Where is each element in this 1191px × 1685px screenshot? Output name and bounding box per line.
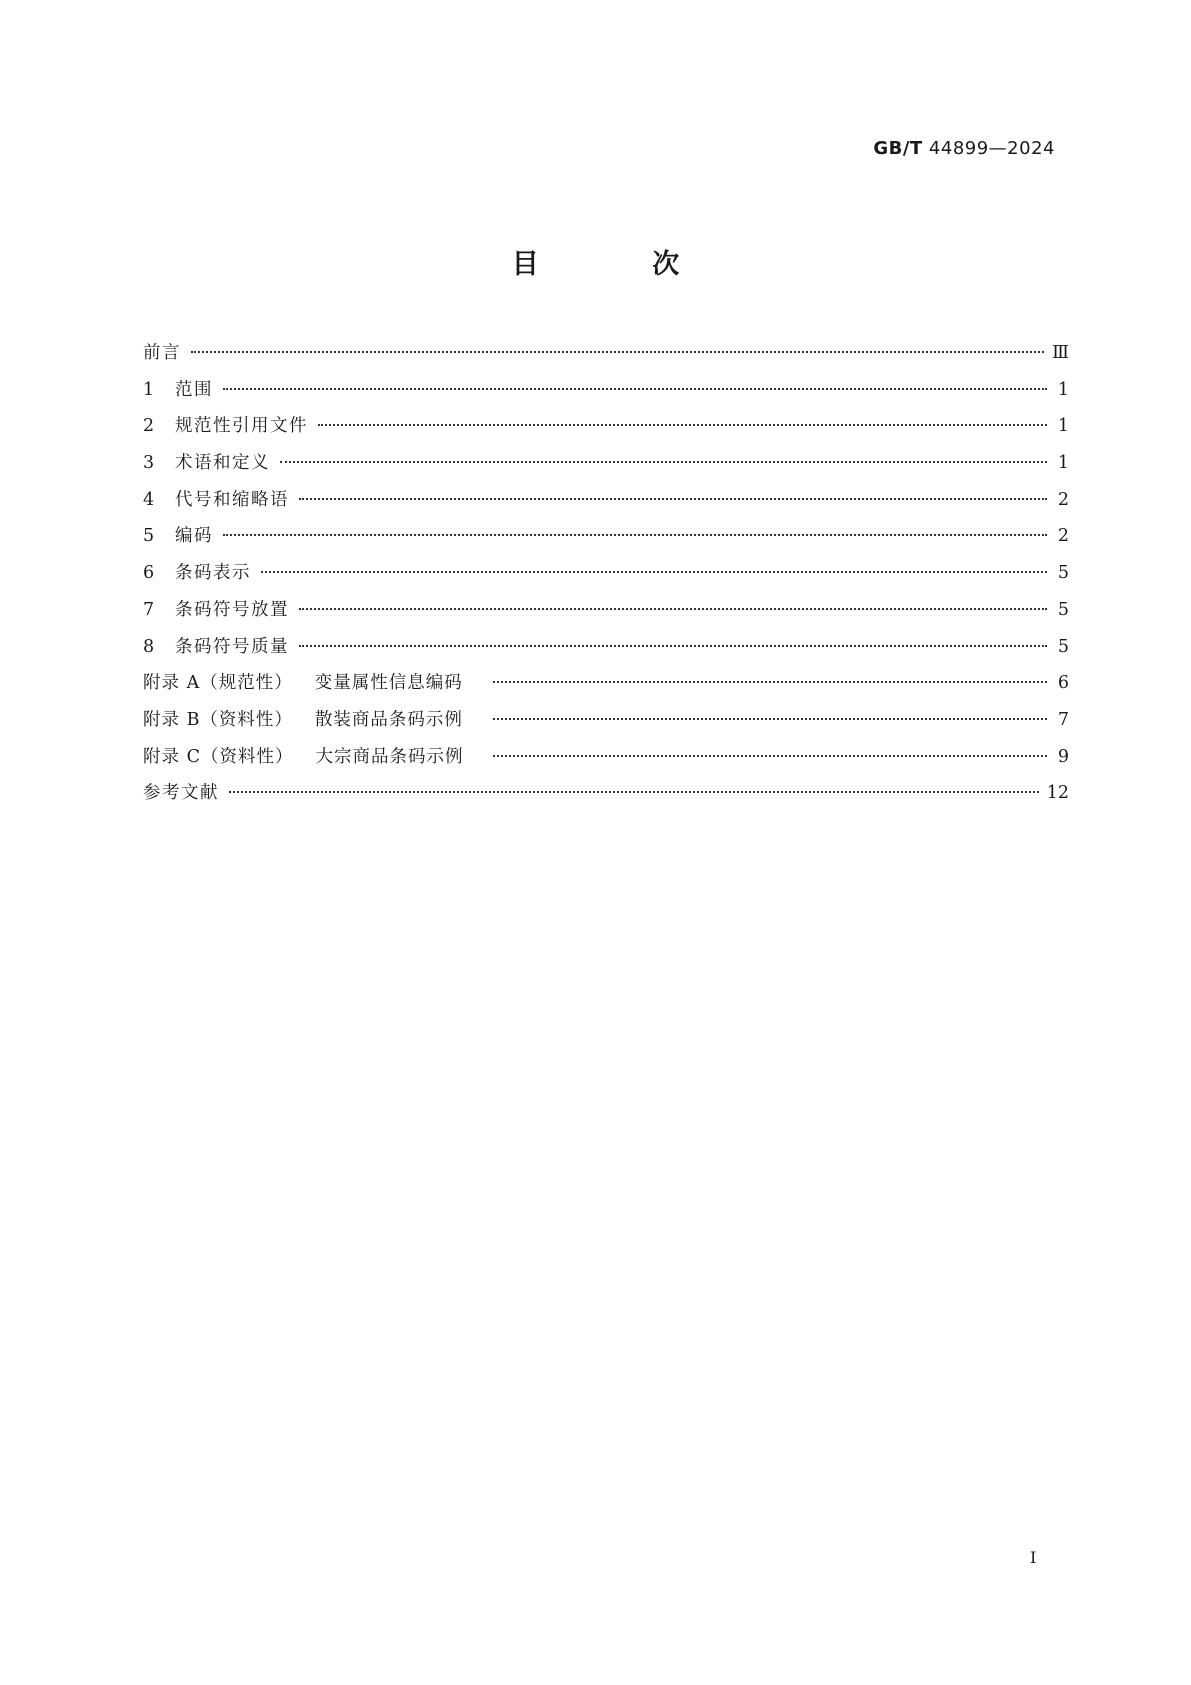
toc-entry-label: 前言: [143, 343, 181, 363]
standard-prefix: GB/T: [873, 138, 923, 159]
toc-entry-foreword[interactable]: [143, 339, 1069, 376]
toc-entry-page: 7: [1057, 709, 1069, 730]
toc-entry-number: 8: [143, 636, 155, 657]
toc-entry-symbol-quality[interactable]: [143, 633, 1069, 670]
toc-entry-page: 5: [1057, 599, 1069, 620]
toc-entry-label: [143, 743, 483, 768]
table-of-contents: [143, 339, 1069, 816]
toc-title: 目 次: [511, 249, 732, 280]
toc-entry-coding[interactable]: [143, 522, 1069, 559]
dot-leader: [299, 498, 1047, 500]
dot-leader: [191, 351, 1044, 353]
toc-entry-page: 9: [1057, 746, 1069, 767]
toc-entry-label: 参考文献: [143, 783, 219, 804]
standard-number: 44899—2024: [928, 138, 1055, 159]
toc-entry-label: 规范性引用文件: [175, 416, 308, 437]
toc-entry-bibliography[interactable]: [143, 779, 1069, 816]
dot-leader: [223, 534, 1047, 536]
toc-entry-number: 5: [143, 526, 155, 547]
dot-leader: [493, 681, 1047, 683]
dot-leader: [299, 608, 1047, 610]
toc-entry-label: 条码符号放置: [175, 599, 289, 620]
appendix-title: 大宗商品条码示例: [315, 746, 464, 767]
toc-entry-appendix-b[interactable]: [143, 706, 1069, 743]
appendix-designation: 附录 B（资料性）: [143, 709, 293, 730]
toc-entry-number: 3: [143, 453, 155, 474]
toc-entry-label: 条码符号质量: [175, 636, 289, 657]
toc-entry-normative-references[interactable]: [143, 412, 1069, 449]
toc-entry-label: 范围: [175, 379, 213, 400]
page-number: Ⅰ: [1030, 1548, 1037, 1567]
toc-entry-label: 术语和定义: [175, 453, 270, 474]
appendix-title: 变量属性信息编码: [314, 673, 463, 694]
toc-entry-number: 7: [143, 599, 155, 620]
toc-entry-number: 4: [143, 489, 155, 510]
toc-entry-page: Ⅲ: [1052, 343, 1069, 363]
toc-entry-label: [143, 706, 483, 731]
toc-entry-page: 2: [1057, 526, 1069, 547]
toc-entry-page: 1: [1057, 379, 1069, 400]
toc-entry-page: 1: [1057, 416, 1069, 437]
toc-entry-abbreviations[interactable]: [143, 486, 1069, 523]
dot-leader: [261, 571, 1047, 573]
toc-entry-barcode-representation[interactable]: [143, 559, 1069, 596]
appendix-designation: 附录 C（资料性）: [143, 746, 294, 767]
toc-entry-terms-definitions[interactable]: [143, 449, 1069, 486]
toc-entry-number: 6: [143, 563, 155, 584]
toc-entry-appendix-a[interactable]: [143, 669, 1069, 706]
dot-leader: [223, 388, 1047, 390]
toc-entry-label: 条码表示: [175, 563, 251, 584]
appendix-designation: 附录 A（规范性）: [143, 673, 293, 694]
toc-entry-page: 5: [1057, 636, 1069, 657]
toc-entry-appendix-c[interactable]: [143, 743, 1069, 780]
toc-entry-label: [143, 669, 483, 694]
dot-leader: [299, 645, 1047, 647]
dot-leader: [493, 755, 1047, 757]
toc-entry-label: 编码: [175, 526, 213, 547]
toc-entry-number: 1: [143, 379, 155, 400]
dot-leader: [493, 718, 1047, 720]
toc-entry-symbol-placement[interactable]: [143, 596, 1069, 633]
toc-entry-number: 2: [143, 416, 155, 437]
dot-leader: [318, 424, 1047, 426]
dot-leader: [280, 461, 1047, 463]
toc-entry-page: 5: [1057, 563, 1069, 584]
toc-entry-scope[interactable]: [143, 376, 1069, 413]
dot-leader: [229, 791, 1039, 793]
standard-code: [873, 138, 1055, 159]
toc-entry-page: 2: [1057, 489, 1069, 510]
toc-entry-page: 6: [1057, 673, 1069, 694]
toc-entry-page: 12: [1046, 783, 1069, 804]
toc-entry-label: 代号和缩略语: [175, 489, 289, 510]
appendix-title: 散装商品条码示例: [314, 709, 463, 730]
toc-entry-page: 1: [1057, 453, 1069, 474]
